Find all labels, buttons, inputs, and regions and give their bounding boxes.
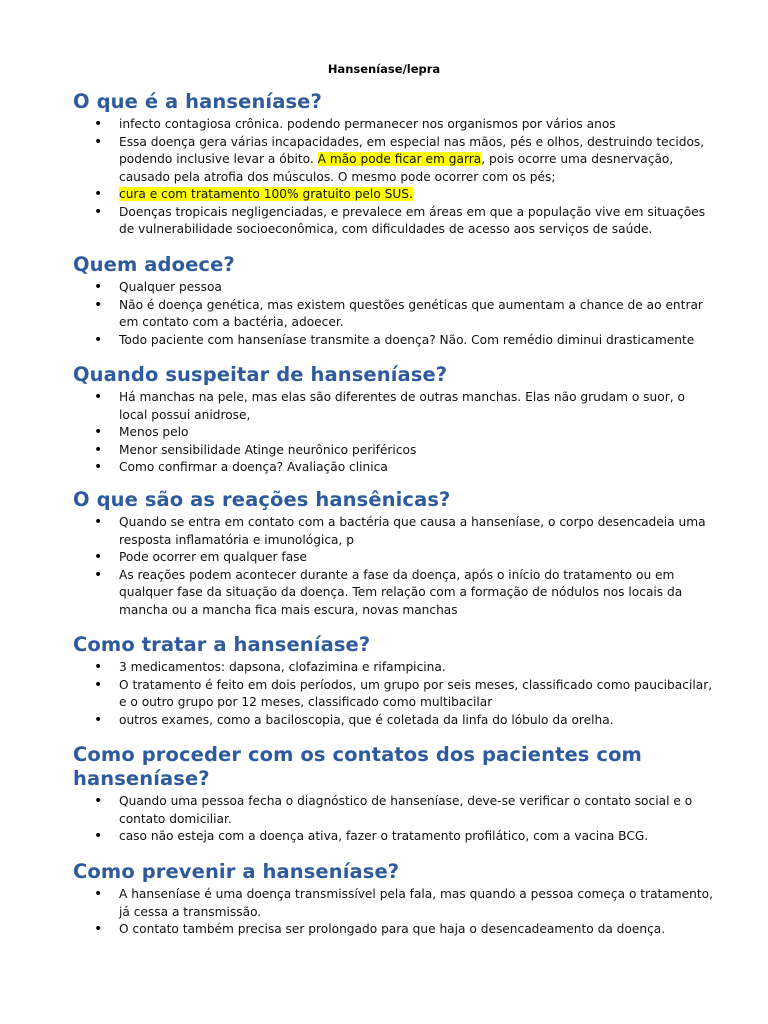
list-item <box>73 793 713 828</box>
highlighted-text: cura e com tratamento 100% gratuito pelo SUS. <box>119 187 413 201</box>
list-item-text: caso não esteja com a doença ativa, fazer o tratamento profilático, com a vacina BCG. <box>119 829 649 843</box>
list-item <box>73 389 713 424</box>
list-item-text: Não é doença genética, mas existem questões genéticas que aumentam a chance de ao entrar em contato com a bactéria, adoecer. <box>119 297 703 329</box>
list-item <box>73 677 713 712</box>
list-item-text: Menor sensibilidade Atinge neurônico periféricos <box>119 442 417 457</box>
list-item <box>73 459 713 477</box>
list-item-text: A hanseníase é uma doença transmissível pela fala, mas quando a pessoa começa o tratamento, já cessa a transmissão. <box>119 887 713 919</box>
section <box>73 363 713 477</box>
list-item <box>73 567 713 620</box>
section <box>73 860 713 939</box>
bullet-list <box>73 116 713 239</box>
section <box>73 633 713 729</box>
list-item <box>73 659 713 677</box>
section <box>73 743 713 846</box>
section-heading: Como tratar a hanseníase? <box>73 633 371 656</box>
bullet-list <box>73 514 713 619</box>
list-item-text: Doenças tropicais negligenciadas, e prevalece em áreas em que a população vive em situações de vulnerabilidade socioeconômica, com dificuldades de acesso aos serviços de saúde. <box>119 204 706 236</box>
bullet-list <box>73 279 713 349</box>
list-item <box>73 134 713 187</box>
list-item-text: Todo paciente com hanseníase transmite a doença? Não. Com remédio diminui drasticamente <box>119 332 695 347</box>
section-heading: Como proceder com os contatos dos pacientes com hanseníase? <box>73 743 642 790</box>
list-item <box>73 442 713 460</box>
section-heading: O que é a hanseníase? <box>73 90 322 113</box>
bullet-list <box>73 886 713 939</box>
list-item-text: outros exames, como a baciloscopia, que é coletada da linfa do lóbulo da orelha. <box>119 712 614 727</box>
list-item-text: Quando uma pessoa fecha o diagnóstico de hanseníase, deve-se verificar o contato social e o contato domiciliar. <box>119 794 693 826</box>
list-item <box>73 279 713 297</box>
list-item-text: 3 medicamentos: dapsona, clofazimina e rifampicina. <box>119 660 446 674</box>
document-title: Hanseníase/lepra <box>327 62 441 76</box>
list-item-text: infecto contagiosa crônica. podendo permanecer nos organismos por vários anos <box>119 117 616 131</box>
list-item-text: As reações podem acontecer durante a fase da doença, após o início do tratamento ou em qualquer fase da situação da doença. Tem relação com a formação de nódulos nos locais da mancha ou a mancha fica mais escura, novas manchas <box>119 567 683 617</box>
list-item-text: , pois ocorre uma desnervação, causado pela atrofia dos músculos. O mesmo pode ocorrer com os pés; <box>119 152 674 184</box>
list-item <box>73 921 713 939</box>
list-item <box>73 297 713 332</box>
list-item-text: Como confirmar a doença? Avaliação clinica <box>119 460 388 474</box>
bullet-list <box>73 389 713 477</box>
list-item-text: Há manchas na pele, mas elas são diferentes de outras manchas. Elas não grudam o suor, o local possui anidrose, <box>119 390 685 422</box>
list-item <box>73 116 713 134</box>
list-item-text: Essa doença gera várias incapacidades, em especial nas mãos, pés e olhos, destruindo tecidos, podendo inclusive levar a óbito. <box>119 134 705 166</box>
list-item <box>73 204 713 239</box>
section-heading: O que são as reações hansênicas? <box>73 488 451 511</box>
list-item <box>73 828 713 846</box>
bullet-list <box>73 659 713 729</box>
section <box>73 90 713 239</box>
section-heading: Quem adoece? <box>73 253 235 276</box>
section <box>73 488 713 619</box>
list-item <box>73 886 713 921</box>
list-item <box>73 514 713 549</box>
list-item <box>73 549 713 567</box>
section <box>73 253 713 349</box>
list-item <box>73 424 713 442</box>
list-item-text: O contato também precisa ser prolongado para que haja o desencadeamento da doença. <box>119 922 666 936</box>
section-heading: Como prevenir a hanseníase? <box>73 860 400 883</box>
list-item <box>73 712 713 730</box>
list-item-text: Qualquer pessoa <box>119 280 222 294</box>
bullet-list <box>73 793 713 846</box>
list-item-text: Menos pelo <box>119 425 189 439</box>
list-item-text: O tratamento é feito em dois períodos, um grupo por seis meses, classificado como paucibacilar, e o outro grupo por 12 meses, classificado como multibacilar <box>119 677 713 709</box>
list-item <box>73 186 713 204</box>
highlighted-text: A mão pode ficar em garra <box>317 152 482 166</box>
section-heading: Quando suspeitar de hanseníase? <box>73 363 448 386</box>
list-item-text: Pode ocorrer em qualquer fase <box>119 550 308 564</box>
list-item-text: Quando se entra em contato com a bactéria que causa a hanseníase, o corpo desencadeia uma resposta inflamatória e imunológica, p <box>119 515 706 547</box>
list-item <box>73 332 713 350</box>
